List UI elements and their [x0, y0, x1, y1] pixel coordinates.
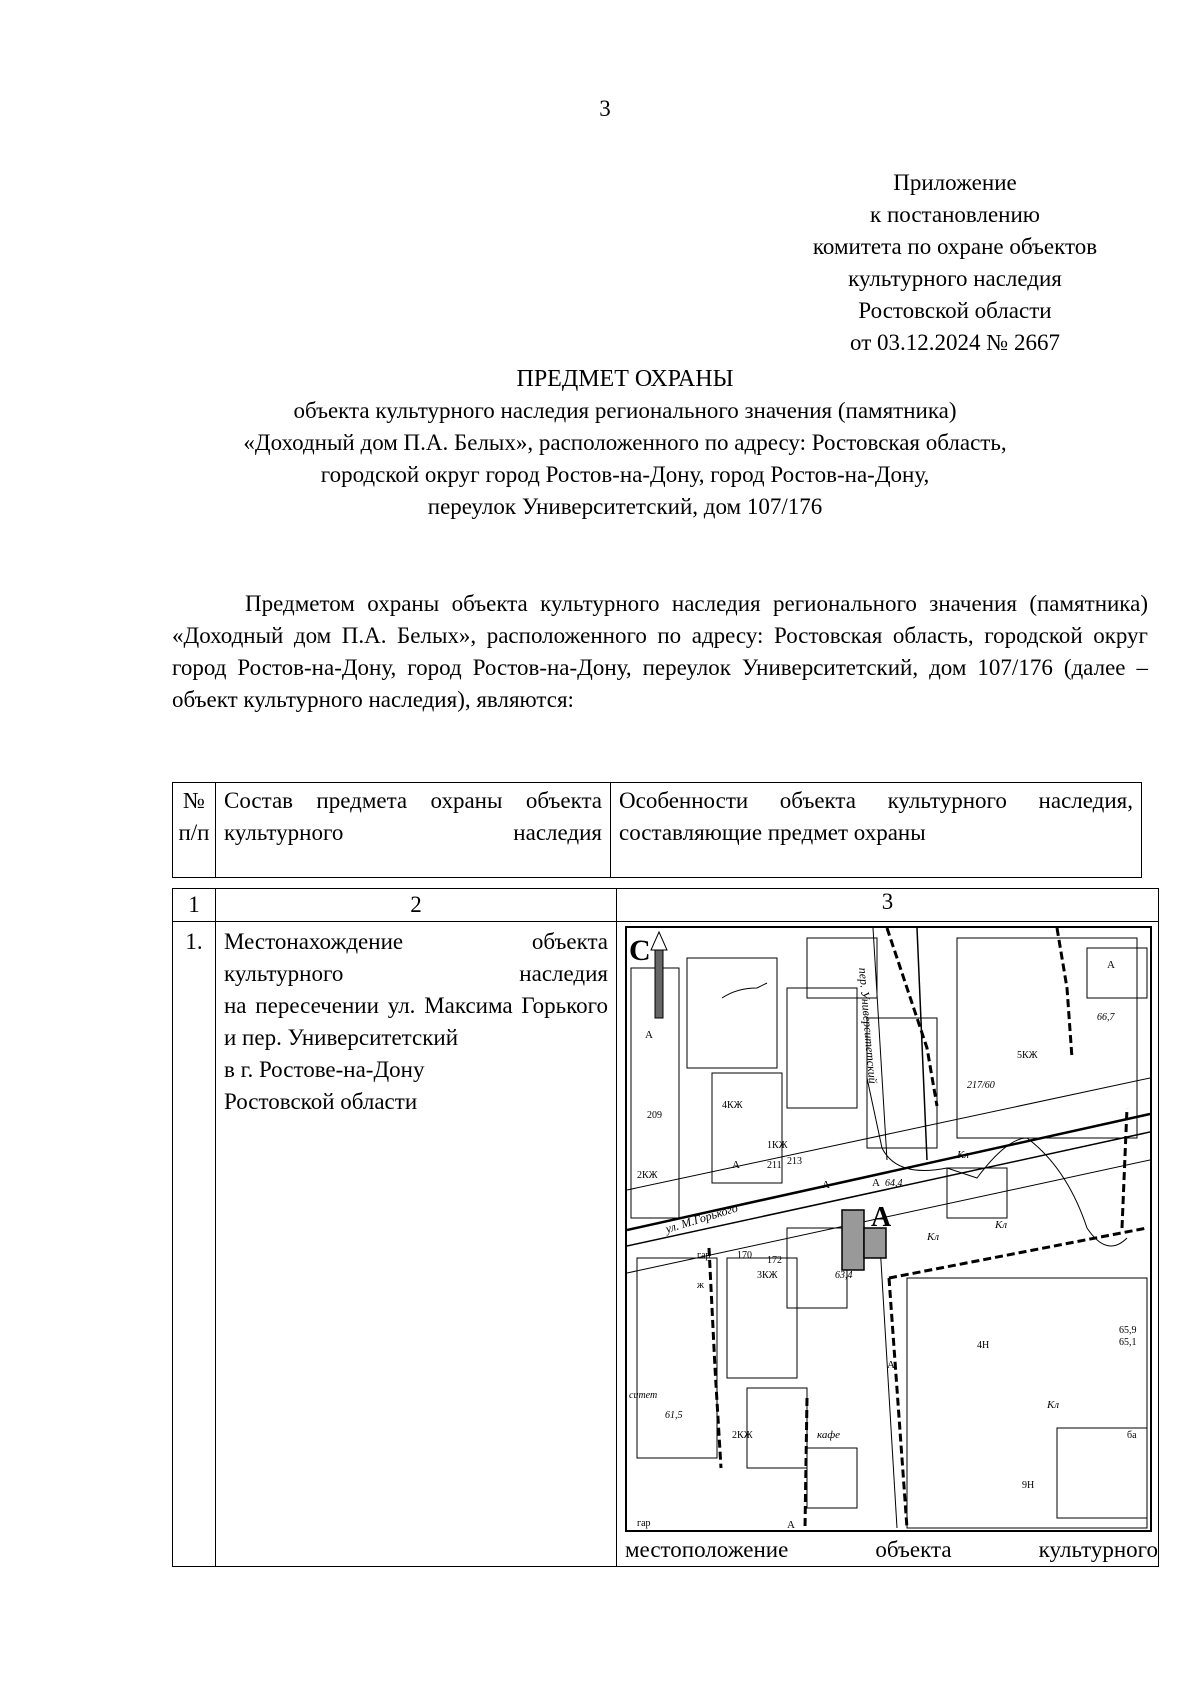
heading-line: «Доходный дом П.А. Белых», расположенного по адресу: Ростовская область, — [243, 430, 1007, 455]
building-outline — [787, 1228, 847, 1308]
map-label: А — [732, 1159, 740, 1171]
map-label: 2КЖ — [637, 1170, 658, 1181]
map-label: ситет — [629, 1390, 658, 1401]
header-col-features: Особенности объекта культурного наследия, составляющие предмет охраны — [611, 783, 1142, 878]
location-cell — [216, 922, 617, 1567]
appendix-line: к постановлению — [870, 202, 1040, 227]
building-outline — [1057, 1428, 1147, 1518]
header-number-pp: п/п — [178, 820, 210, 845]
map-label: 1КЖ — [767, 1140, 788, 1151]
map-label: 217/60 — [967, 1080, 995, 1091]
building-outline — [807, 1448, 857, 1508]
intro-paragraph — [172, 588, 1148, 716]
north-label: С — [629, 934, 651, 967]
header-col-number — [173, 783, 216, 878]
north-arrow — [651, 932, 667, 1018]
zone-boundary — [887, 928, 937, 1106]
col-number-1: 1 — [173, 889, 216, 922]
map-label: А — [787, 1519, 795, 1530]
map-label: 61,5 — [665, 1410, 683, 1421]
map-label: А — [887, 1359, 895, 1371]
col-number-2: 2 — [216, 889, 617, 922]
header-table — [172, 782, 1142, 878]
map-label: 64,4 — [885, 1178, 903, 1189]
street-label-univer: пер. Университетский — [856, 967, 881, 1085]
appendix-line: комитета по охране объектов — [812, 234, 1098, 259]
heading-line: городской округ город Ростов-на-Дону, город Ростов-на-Дону, — [320, 462, 930, 487]
north-arrow-head — [651, 932, 667, 950]
map-label: А — [1107, 959, 1115, 971]
content-table — [172, 888, 1159, 1567]
zone-boundary — [805, 1398, 807, 1528]
document-title: ПРЕДМЕТ ОХРАНЫ — [516, 366, 734, 392]
map-label: А — [645, 1029, 653, 1041]
map-label: 4КЖ — [722, 1100, 743, 1111]
street-line — [879, 1228, 897, 1528]
map-label: 172 — [767, 1255, 782, 1266]
map-label: ж — [697, 1280, 704, 1291]
map-drawing — [627, 928, 1150, 1530]
map-label: 213 — [787, 1156, 802, 1167]
appendix-line: Ростовской области — [858, 298, 1052, 323]
map-label: 9Н — [1022, 1480, 1035, 1491]
heading-line: объекта культурного наследия регионального значения (памятника) — [293, 398, 957, 423]
zone-boundary — [1122, 1108, 1127, 1228]
map-label: гар — [637, 1518, 651, 1529]
building-outline — [1087, 948, 1147, 998]
map-label: Кл — [995, 1219, 1008, 1231]
map-label: кафе — [817, 1429, 841, 1441]
north-arrow-shaft — [655, 948, 663, 1018]
map-label: 209 — [647, 1110, 662, 1121]
location-line: и пер. Университетский — [224, 1025, 458, 1050]
zone-boundary — [1057, 928, 1072, 1058]
map-label: 63,4 — [835, 1270, 853, 1281]
appendix-line: от 03.12.2024 № 2667 — [850, 330, 1060, 355]
map-label: А — [822, 1179, 830, 1191]
map-label: ба — [1127, 1430, 1137, 1441]
table-row — [173, 922, 1159, 1567]
map-label: Кл — [927, 1231, 940, 1243]
map-label: 211 — [767, 1160, 782, 1171]
building-outline — [747, 1388, 807, 1468]
map-label: Кл — [957, 1149, 970, 1161]
map-label: 3КЖ — [757, 1270, 778, 1281]
appendix-line: культурного наследия — [848, 266, 1062, 291]
location-line: Местонахождение объекта культурного наследия — [224, 929, 608, 986]
heading-line: переулок Университетский, дом 107/176 — [427, 494, 823, 519]
appendix-block — [780, 167, 1130, 359]
row-number: 1. — [173, 922, 216, 1567]
map-label: 4Н — [977, 1340, 990, 1351]
map-label: Кл — [1047, 1399, 1060, 1411]
object-building — [842, 1210, 864, 1270]
location-line: Ростовской области — [224, 1089, 418, 1114]
map-label: 5КЖ — [1017, 1050, 1038, 1061]
header-number-sign: № — [183, 788, 205, 813]
map-label: 170 — [737, 1250, 752, 1261]
page-number: 3 — [599, 96, 611, 121]
table-number-row — [173, 889, 1159, 922]
appendix-line: Приложение — [893, 170, 1017, 195]
map-label: 65,9 — [1119, 1325, 1137, 1336]
header-col-composition: Состав предмета охраны объекта культурного наследия — [216, 783, 611, 878]
zone-boundary — [709, 1248, 721, 1468]
location-map — [625, 926, 1152, 1532]
zone-boundary — [889, 1278, 907, 1528]
map-label: 66,7 — [1097, 1012, 1115, 1023]
map-cell — [617, 922, 1159, 1567]
location-line: на пересечении ул. Максима Горького — [224, 993, 608, 1018]
document-heading — [172, 363, 1078, 523]
location-line: в г. Ростове-на-Дону — [224, 1057, 425, 1082]
map-label: 65,1 — [1119, 1337, 1137, 1348]
intro-text: Предметом охраны объекта культурного наследия регионального значения (памятника) «Доходный дом П.А. Белых», расположенного по адресу: Ростовская область, городской округ город Ростов-на-Дону, город Ростов-на-Дону, переулок Университетский, дом 107/176 (далее – объект культурного наследия), являются: — [172, 591, 1148, 712]
map-label: гар — [697, 1250, 711, 1261]
object-label: А — [871, 1202, 892, 1233]
street-label-gorky: ул. М.Горького — [663, 1200, 740, 1236]
map-caption: местоположение объекта культурного — [625, 1537, 1158, 1562]
building-outline — [787, 988, 857, 1108]
map-label: А — [872, 1177, 880, 1189]
building-outline — [687, 958, 777, 1068]
map-label: 2КЖ — [732, 1430, 753, 1441]
col-number-3: 3 — [617, 889, 1159, 922]
table-header-row — [173, 783, 1142, 878]
building-outline — [637, 1258, 717, 1458]
